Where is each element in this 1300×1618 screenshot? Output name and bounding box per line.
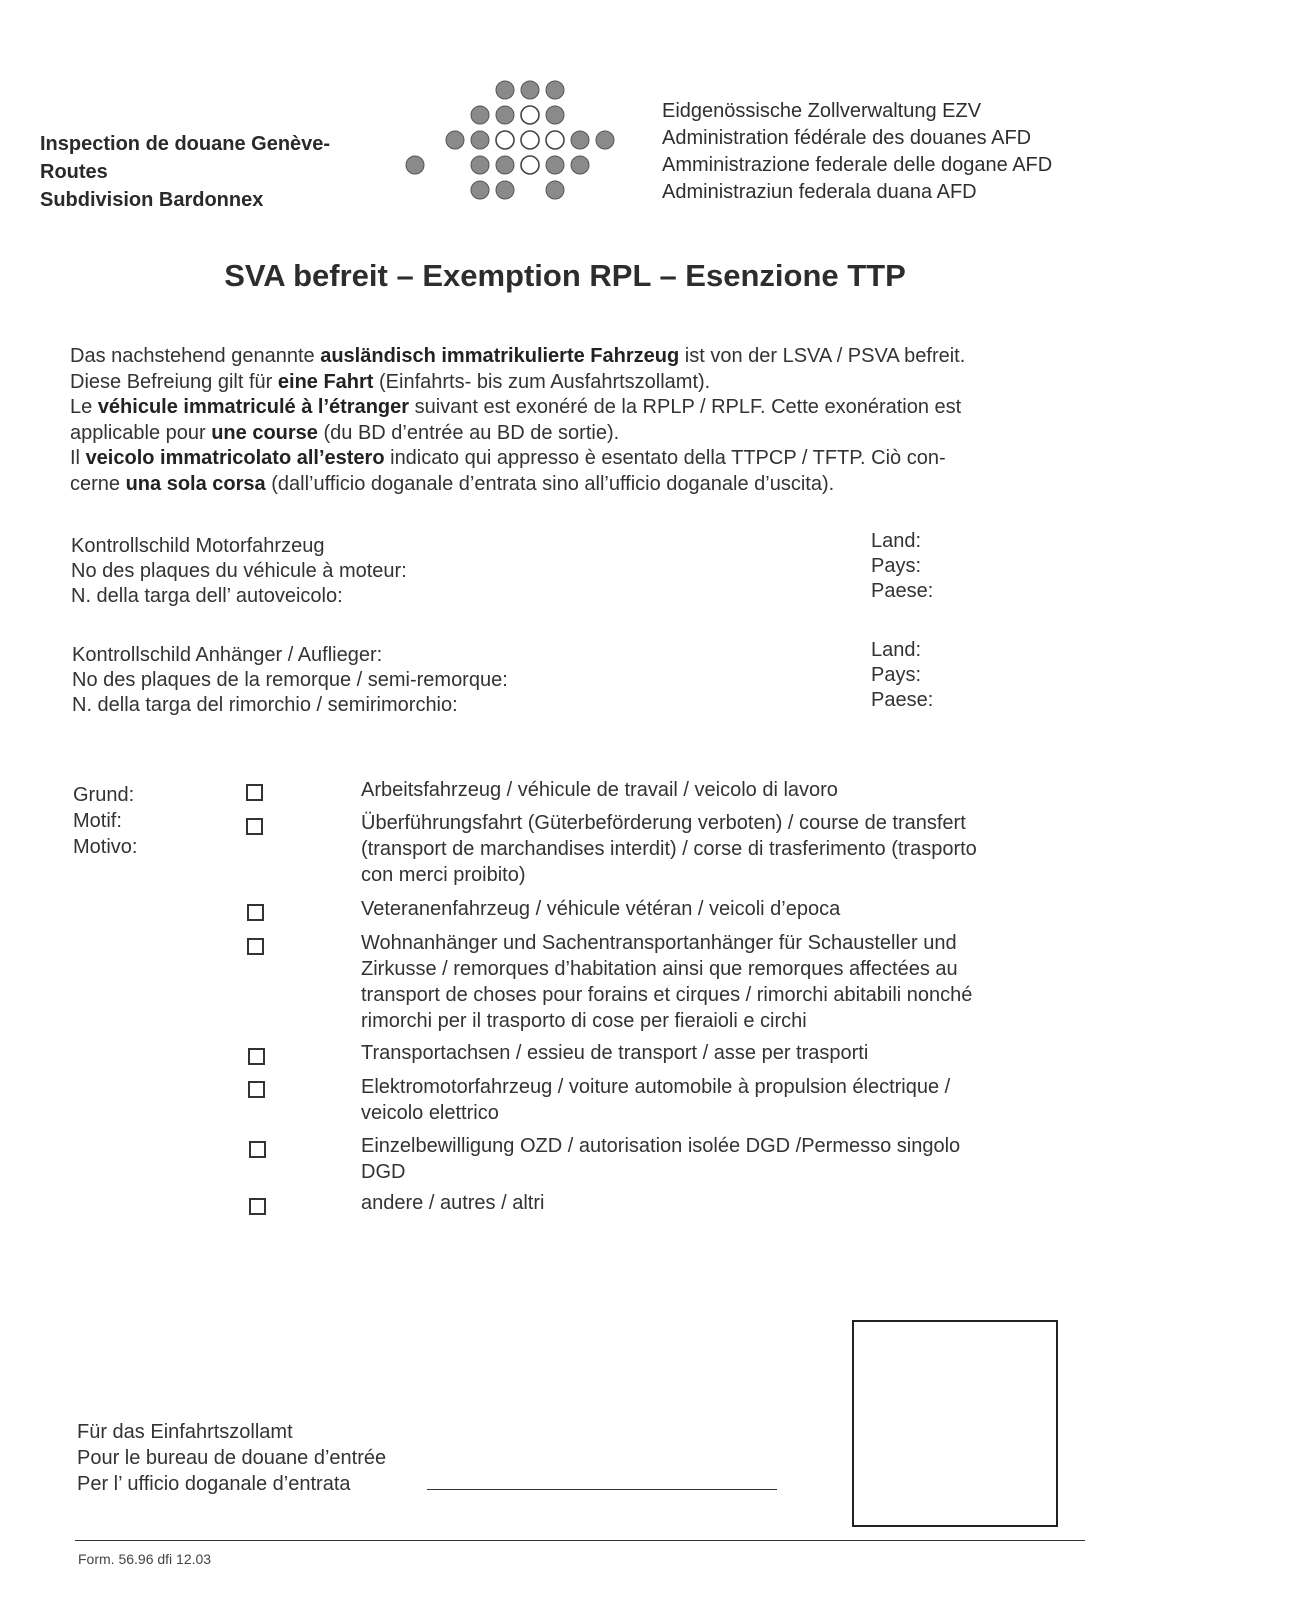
- intro-line: [70, 344, 965, 370]
- office-line: Routes: [40, 161, 108, 183]
- intro-text: (dall’ufficio doganale d’entrata sino all’ufficio doganale d’uscita).: [265, 472, 835, 495]
- reason-label-line: Grund:: [73, 784, 135, 806]
- reason-option-transport-axle: [361, 1040, 868, 1066]
- entry-office-label: [77, 1419, 386, 1497]
- administration-line: Administraziun federala duana AFD: [662, 181, 977, 203]
- reason-option-line: Zirkusse / remorques d’habitation ainsi que remorques affectées au: [361, 958, 958, 980]
- reason-option-line: andere / autres / altri: [361, 1192, 545, 1214]
- customs-logo-icon: [405, 78, 635, 210]
- vehicle-country-line: Paese:: [871, 580, 934, 602]
- intro-bold: ausländisch immatrikulierte Fahrzeug: [320, 345, 680, 367]
- reason-option-line: rimorchi per il trasporto di cose per fieraioli e circhi: [361, 1010, 807, 1032]
- reason-option-line: (transport de marchandises interdit) / corse di trasferimento (trasporto: [361, 838, 977, 860]
- intro-bold: veicolo immatricolato all’estero: [85, 447, 385, 469]
- vehicle-country-line: Land:: [871, 530, 922, 552]
- intro-line: [70, 395, 965, 421]
- stamp-box[interactable]: [852, 1320, 1058, 1527]
- trailer-country-line: Land:: [871, 639, 922, 661]
- intro-line: [70, 421, 965, 447]
- reason-option-showman-trailer: [361, 930, 972, 1034]
- trailer-plate-label: [72, 643, 508, 718]
- reason-option-line: Überführungsfahrt (Güterbeförderung verboten) / course de transfert: [361, 812, 966, 834]
- signature-line[interactable]: [427, 1489, 777, 1490]
- reason-label-line: Motif:: [73, 810, 122, 832]
- reason-option-individual-permit: [361, 1133, 960, 1185]
- reason-option-line: transport de choses pour forains et cirques / rimorchi abitabili nonché: [361, 984, 973, 1006]
- entry-office-line: Für das Einfahrtszollamt: [77, 1421, 293, 1443]
- administration-line: Amministrazione federale delle dogane AFD: [662, 154, 1053, 176]
- reason-option-other: [361, 1190, 544, 1216]
- administration-line: Administration fédérale des douanes AFD: [662, 127, 1032, 149]
- reason-option-line: DGD: [361, 1161, 406, 1183]
- entry-office-line: Pour le bureau de douane d’entrée: [77, 1447, 387, 1469]
- reason-option-electric: [361, 1074, 950, 1126]
- reason-option-line: Transportachsen / essieu de transport / asse per trasporti: [361, 1042, 869, 1064]
- intro-bold: véhicule immatriculé à l’étranger: [97, 396, 410, 418]
- reason-option-line: Veteranenfahrzeug / véhicule vétéran / veicoli d’epoca: [361, 898, 841, 920]
- reason-checkbox-transport-axle[interactable]: [248, 1048, 265, 1065]
- office-block: [40, 130, 330, 214]
- vehicle-plate-line: No des plaques du véhicule à moteur:: [71, 560, 407, 582]
- intro-bold: une course: [211, 421, 318, 444]
- trailer-country-line: Paese:: [871, 689, 934, 711]
- reason-label: [73, 782, 137, 860]
- reason-checkbox-veteran[interactable]: [247, 904, 264, 921]
- intro-text: ist von der LSVA / PSVA befreit.: [679, 345, 966, 367]
- intro-bold: una sola corsa: [125, 472, 266, 495]
- administration-line: Eidgenössische Zollverwaltung EZV: [662, 100, 982, 122]
- reason-option-transfer: [361, 810, 977, 888]
- reason-option-line: Wohnanhänger und Sachentransportanhänger für Schausteller und: [361, 932, 957, 954]
- reason-option-line: Einzelbewilligung OZD / autorisation isolée DGD /Permesso singolo: [361, 1135, 961, 1157]
- intro-line: [70, 446, 965, 472]
- intro-line: [70, 370, 965, 396]
- office-line: Subdivision Bardonnex: [40, 189, 264, 211]
- reason-option-line: Elektromotorfahrzeug / voiture automobile à propulsion électrique /: [361, 1076, 951, 1098]
- intro-text: suivant est exonéré de la RPLP / RPLF. Cette exonération est: [409, 396, 962, 418]
- reason-option-work-vehicle: [361, 777, 838, 803]
- reason-checkbox-transfer[interactable]: [246, 818, 263, 835]
- reason-option-line: Arbeitsfahrzeug / véhicule de travail / veicolo di lavoro: [361, 779, 838, 801]
- intro-text: cerne: [70, 472, 126, 495]
- intro-bold: eine Fahrt: [277, 370, 374, 393]
- administration-block: [662, 98, 1052, 206]
- reason-label-line: Motivo:: [73, 836, 138, 858]
- intro-text: Il: [70, 447, 86, 469]
- intro-text: indicato qui appresso è esentato della TTPCP / TFTP. Ciò con-: [384, 447, 946, 469]
- trailer-country-line: Pays:: [871, 664, 922, 686]
- intro-text: Le: [70, 396, 98, 418]
- intro-text: Diese Befreiung gilt für: [70, 370, 278, 393]
- intro-line: [70, 472, 965, 498]
- form-number: Form. 56.96 dfi 12.03: [78, 1551, 212, 1567]
- trailer-plate-line: Kontrollschild Anhänger / Auflieger:: [72, 644, 383, 666]
- reason-option-line: con merci proibito): [361, 864, 526, 886]
- vehicle-plate-label: [71, 534, 407, 609]
- entry-office-line: Per l’ ufficio doganale d’entrata: [77, 1473, 351, 1495]
- vehicle-country-line: Pays:: [871, 555, 922, 577]
- intro-text: Das nachstehend genannte: [70, 345, 321, 367]
- reason-checkbox-other[interactable]: [249, 1198, 266, 1215]
- trailer-plate-line: N. della targa del rimorchio / semirimorchio:: [72, 694, 458, 716]
- trailer-country-label: [871, 638, 933, 713]
- trailer-plate-line: No des plaques de la remorque / semi-remorque:: [72, 669, 508, 691]
- intro-text: applicable pour: [70, 421, 212, 444]
- reason-checkbox-showman-trailer[interactable]: [247, 938, 264, 955]
- intro-paragraph: [70, 344, 965, 497]
- intro-text: (du BD d’entrée au BD de sortie).: [317, 421, 620, 444]
- office-line: Inspection de douane Genève-: [40, 133, 331, 155]
- intro-text: (Einfahrts- bis zum Ausfahrtszollamt).: [373, 370, 711, 393]
- reason-option-line: veicolo elettrico: [361, 1102, 499, 1124]
- vehicle-plate-line: Kontrollschild Motorfahrzeug: [71, 535, 325, 557]
- vehicle-plate-line: N. della targa dell’ autoveicolo:: [71, 585, 343, 607]
- reason-checkbox-individual-permit[interactable]: [249, 1141, 266, 1158]
- bottom-divider: [75, 1540, 1085, 1541]
- reason-checkbox-electric[interactable]: [248, 1081, 265, 1098]
- document-title: SVA befreit – Exemption RPL – Esenzione TTP: [224, 258, 906, 293]
- vehicle-country-label: [871, 529, 933, 604]
- reason-option-veteran: [361, 896, 840, 922]
- reason-checkbox-work-vehicle[interactable]: [246, 784, 263, 801]
